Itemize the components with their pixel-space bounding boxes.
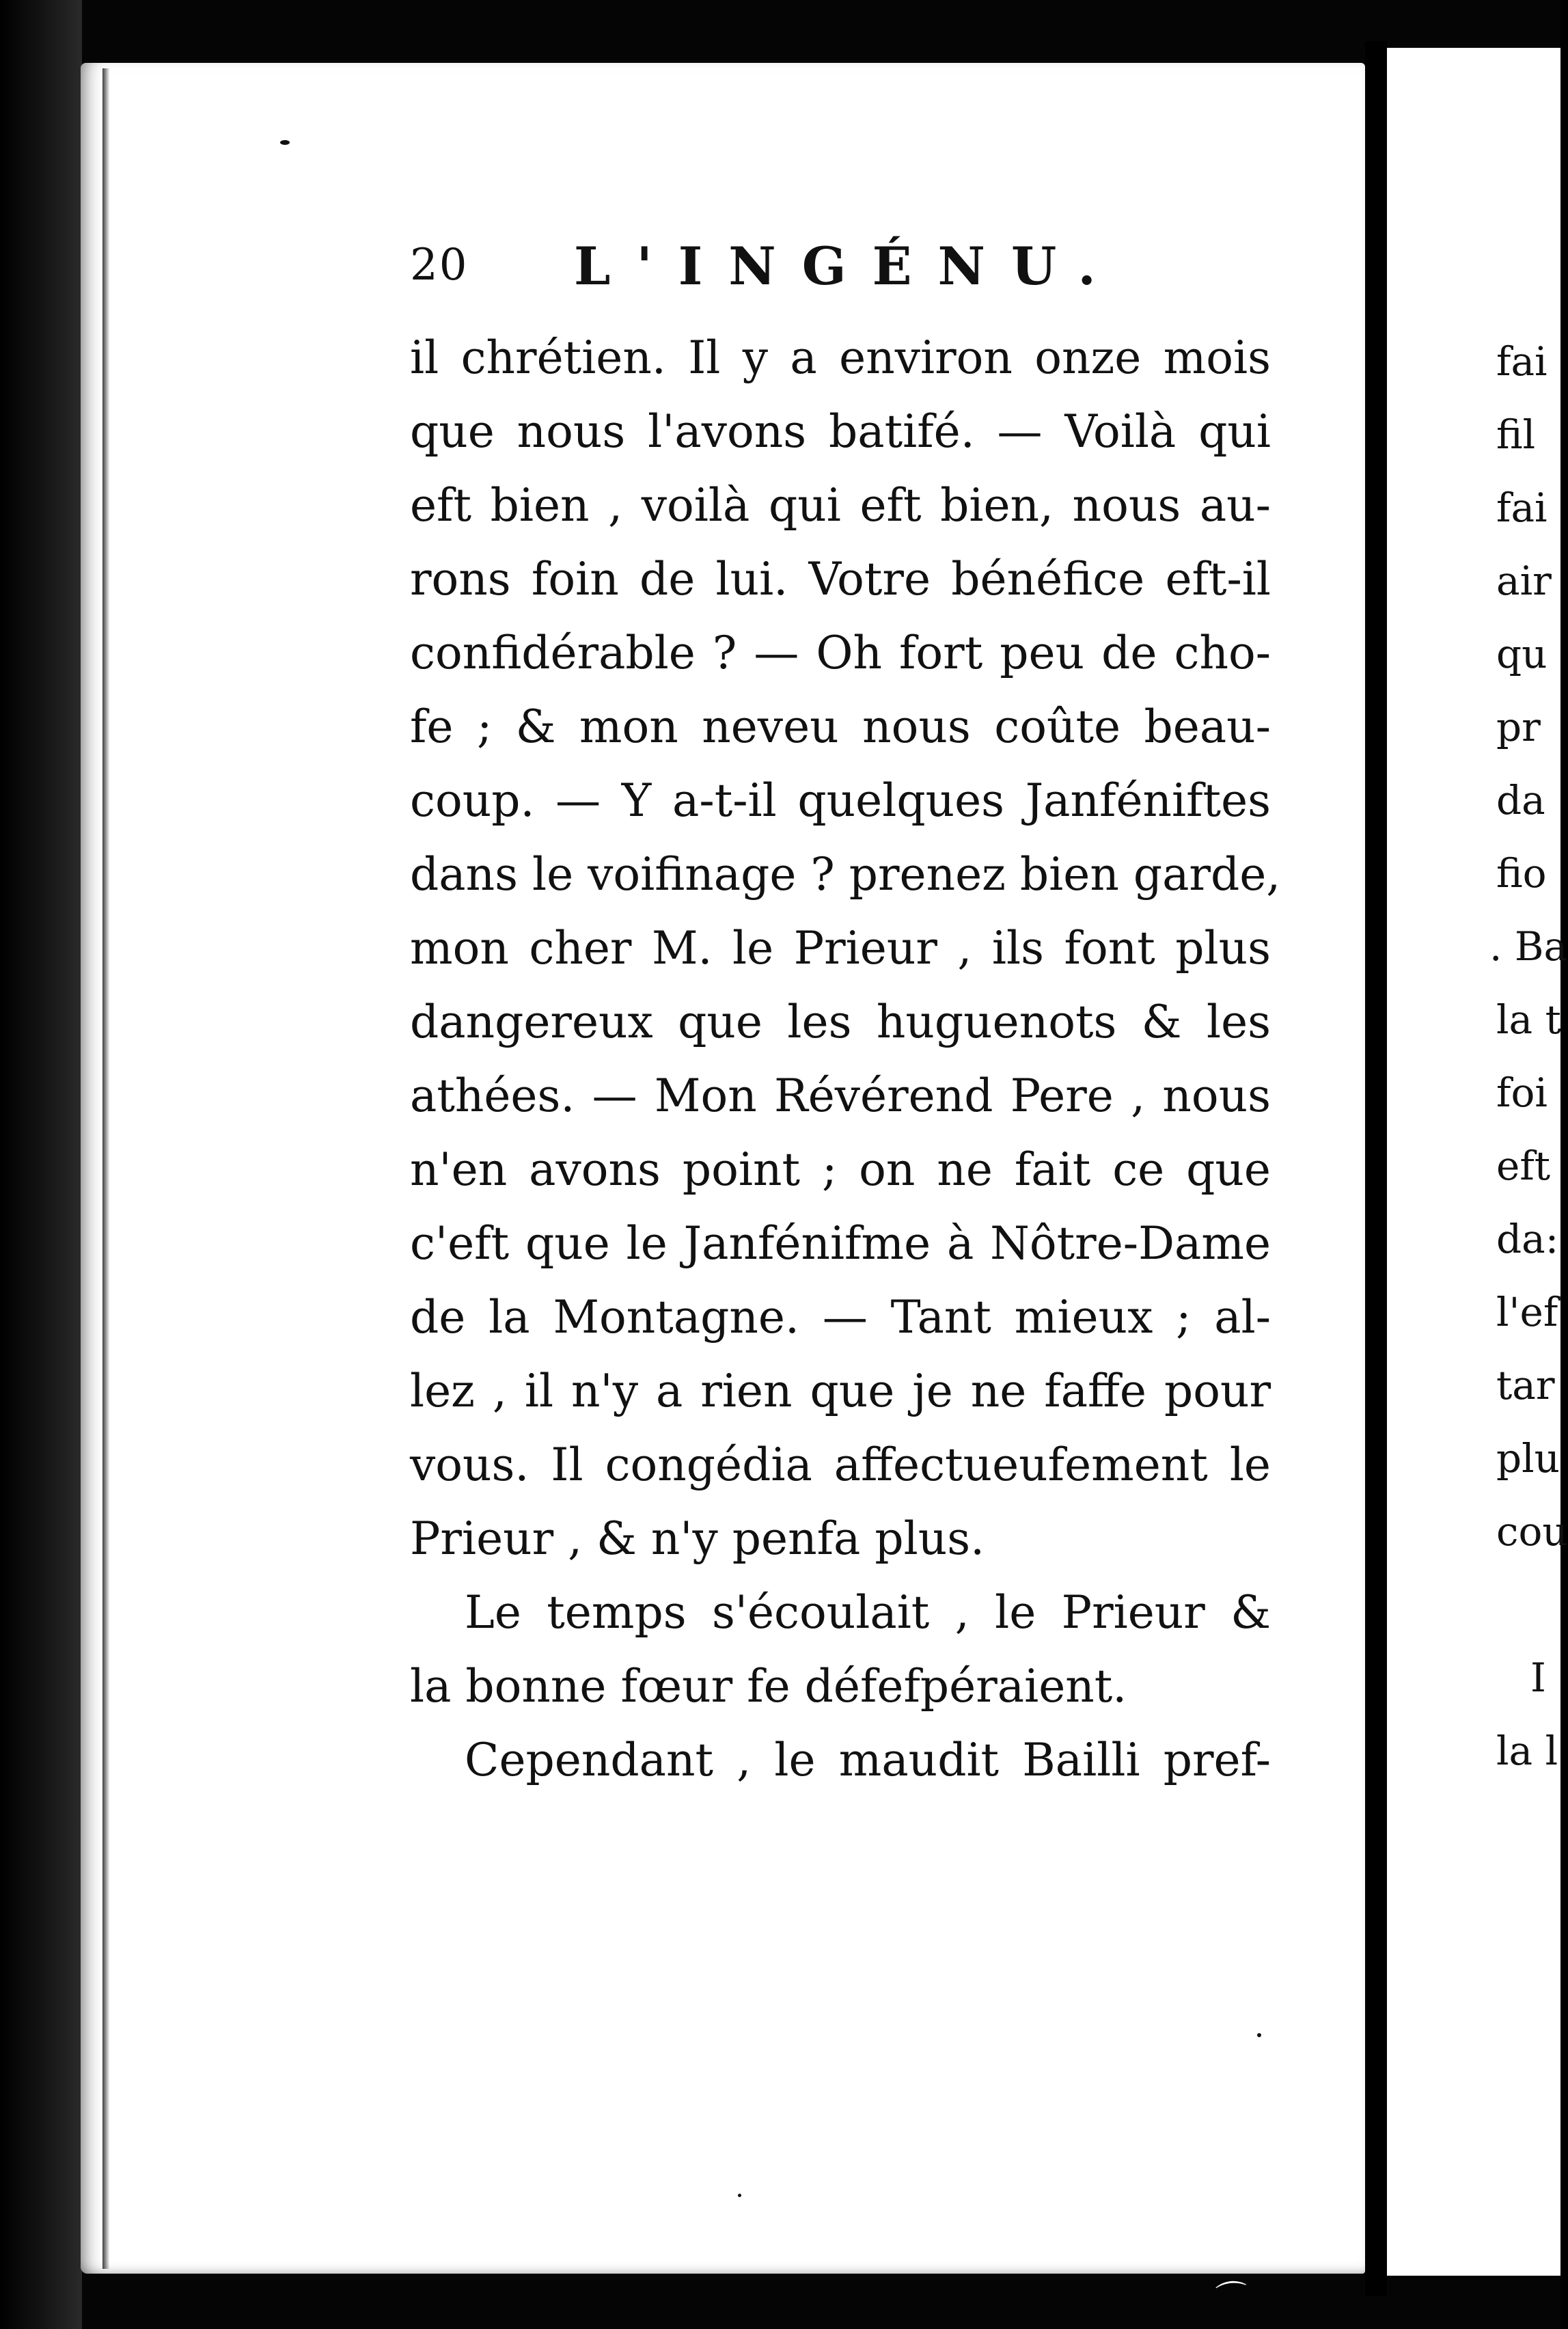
scan-speck [738,2194,741,2197]
text-line: Cependant , le maudit Bailli pref- [465,1734,1271,1786]
text-line: de la Montagne. — Tant mieux ; al- [410,1291,1271,1344]
page-number: 20 [410,240,469,290]
text-line: rons foin de lui. Votre bénéfice eft-il [410,553,1271,605]
text-line: Le temps s'écoulait , le Prieur & [465,1586,1271,1639]
right-page-line: foi [1496,1070,1548,1116]
text-line: la bonne fœur fe défefpéraient. [410,1660,1127,1713]
text-line: n'en avons point ; on ne fait ce que [410,1143,1271,1196]
right-page-line: I [1530,1654,1546,1701]
right-page-line: da [1496,777,1545,823]
right-page-line: tar [1496,1362,1555,1408]
right-page-line: la l [1496,1728,1558,1774]
binding-shadow [0,0,82,2329]
text-line: que nous l'avons batifé. — Voilà qui [410,405,1271,458]
right-page-line: la t [1496,996,1561,1043]
text-line: Prieur , & n'y penfa plus. [410,1512,985,1565]
text-line: dans le voifinage ? prenez bien garde, [410,848,1281,901]
scan-mark: ⌒ [1214,2276,1250,2317]
text-line: il chrétien. Il y a environ onze mois [410,331,1271,384]
text-line: mon cher M. le Prieur , ils font plus [410,922,1271,975]
text-line: lez , il n'y a rien que je ne faffe pour [410,1365,1271,1417]
text-line: vous. Il congédia affectueufement le [410,1439,1271,1491]
right-page-line: . Ba [1489,923,1568,970]
scan-speck [1257,2033,1261,2037]
text-line: athées. — Mon Révérend Pere , nous [410,1070,1271,1122]
right-page-line: air [1496,558,1552,604]
right-page-line: da: [1496,1216,1559,1262]
right-page [1387,48,1568,2276]
right-page-line: fai [1496,338,1548,385]
right-page-line: plu [1496,1435,1560,1482]
right-page-line: fai [1496,485,1548,531]
text-line: fe ; & mon neveu nous coûte beau- [410,700,1271,753]
right-page-line: l'ef [1496,1289,1558,1335]
text-line: dangereux que les huguenots & les [410,996,1271,1048]
right-page-line: cou [1496,1508,1568,1555]
text-line: eft bien , voilà qui eft bien, nous au- [410,479,1271,532]
text-line: coup. — Y a-t-il quelques Janféniftes [410,774,1271,827]
body-text [410,321,1281,1797]
right-page-line: pr [1496,704,1541,750]
running-head [410,236,1298,297]
right-page-line: eft [1496,1143,1551,1189]
page-fold [1365,41,1387,2296]
right-page-line: fio [1496,850,1547,897]
scan-speck [280,140,290,145]
book-title: L'INGÉNU. [574,236,1122,297]
right-page-line: qu [1496,631,1548,677]
right-page-line: fil [1496,411,1536,458]
text-line: confidérable ? — Oh fort peu de cho- [410,627,1271,679]
page-edge-shadow [102,68,109,2269]
text-line: c'eft que le Janfénifme à Nôtre-Dame [410,1217,1271,1270]
